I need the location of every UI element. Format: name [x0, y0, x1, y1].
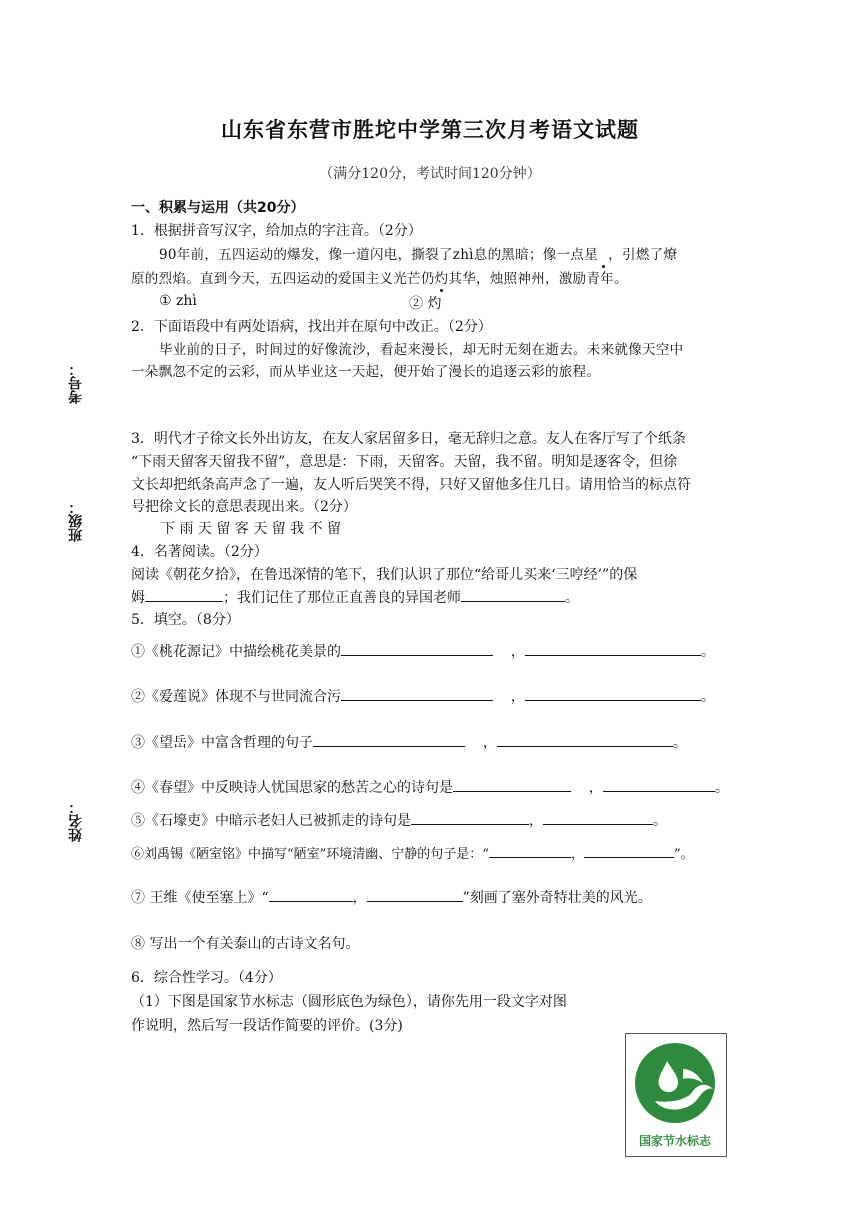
q5-item-7: ⑦ 王维《使至塞上》“ ， ”刻画了塞外奇特壮美的风光。 — [131, 887, 652, 907]
answer-blank[interactable] — [525, 686, 701, 701]
answer-blank[interactable] — [341, 686, 493, 701]
q4-text-line1: 阅读《朝花夕拾》，在鲁迅深情的笔下，我们认识了那位“给哥儿买来‘三哼经’”的保 — [131, 567, 638, 583]
page-title: 山东省东营市胜坨中学第三次月考语文试题 — [221, 118, 639, 142]
q3-text-line2: “下雨天留客天留我不留”，意思是：下雨，天留客。天留，我不留。明知是逐客令，但徐 — [131, 454, 678, 470]
q6-text-line2: 作说明，然后写一段话作简要的评价。(3分) — [131, 1018, 403, 1034]
side-label-name: 姓名： — [68, 800, 84, 842]
q3-text-line3: 文长却把纸条高声念了一遍，友人听后哭笑不得，只好又留他多住几日。请用恰当的标点符 — [131, 477, 691, 493]
q1-answer-2: ② 灼 — [409, 296, 442, 312]
answer-blank[interactable] — [453, 777, 571, 792]
q5-item-5: ⑤《石壕吏》中暗示老妇人已被抓走的诗句是 ， 。 — [131, 810, 667, 830]
q2-prompt: 2．下面语段中有两处语病，找出并在原句中改正。（2分） — [131, 319, 492, 335]
q5-item-2: ②《爱莲说》体现不与世同流合污 ， 。 — [131, 686, 715, 706]
q1-text-line2: 原的烈焰。直到今天，五四运动的爱国主义光芒仍灼其华，烛照神州，激励青年。 — [131, 271, 628, 287]
q5-prompt: 5．填空。（8分） — [131, 612, 240, 628]
answer-blank[interactable] — [269, 887, 353, 902]
q3-characters: 下 雨 天 留 客 天 留 我 不 留 — [161, 521, 342, 537]
answer-blank[interactable] — [497, 732, 673, 747]
answer-blank[interactable] — [584, 843, 674, 858]
water-saving-logo-icon — [633, 1039, 717, 1127]
dotted-char: 灼 — [434, 271, 449, 287]
q2-text-line2: 一朵飘忽不定的云彩，而从毕业这一天起，便开始了漫长的追逐云彩的旅程。 — [131, 364, 601, 380]
q5-item-1: ①《桃花源记》中描绘桃花美景的 ， 。 — [131, 641, 715, 661]
answer-blank[interactable] — [525, 641, 701, 656]
answer-blank[interactable] — [489, 843, 571, 858]
logo-caption: 国家节水标志 — [638, 1134, 711, 1148]
q5-item-6: ⑥刘禹锡《陋室铭》中描写“陋室”环境清幽、宁静的句子是：“ ， ”。 — [131, 843, 694, 862]
q5-item-3: ③《望岳》中富含哲理的句子 ， 。 — [131, 732, 687, 752]
answer-blank[interactable] — [411, 810, 529, 825]
q2-text-line1: 毕业前的日子，时间过的好像流沙，看起来漫长，却无时无刻在逝去。未来就像天空中 — [159, 342, 684, 358]
q5-item-4: ④《春望》中反映诗人忧国思家的愁苦之心的诗句是 ， 。 — [131, 777, 729, 797]
q4-prompt: 4．名著阅读。（2分） — [131, 544, 268, 560]
q1-text-line1: 90年前，五四运动的爆发，像一道闪电，撕裂了zhì息的黑暗；像一点星⠀，引燃了燎 — [159, 247, 678, 263]
answer-blank[interactable] — [603, 777, 715, 792]
answer-blank[interactable] — [341, 641, 493, 656]
q1-answer-1: ① zhì — [159, 293, 197, 309]
q3-text-line1: 3．明代才子徐文长外出访友，在友人家居留多日，毫无辞归之意。友人在客厅写了个纸条 — [131, 431, 686, 447]
q5-item-8: ⑧ 写出一个有关泰山的古诗文名句。 — [131, 936, 360, 952]
answer-blank[interactable] — [367, 887, 463, 902]
q4-text-line2: 姆 ；我们记住了那位正直善良的异国老师 。 — [131, 587, 579, 607]
section-heading: 一、积累与运用（共20分） — [131, 200, 305, 216]
q3-text-line4: 号把徐文长的意思表现出来。（2分） — [131, 499, 357, 515]
answer-blank[interactable] — [145, 587, 223, 602]
page-subtitle: （满分120分，考试时间120分钟） — [319, 166, 541, 182]
answer-blank[interactable] — [543, 810, 653, 825]
q1-prompt: 1．根据拼音写汉字，给加点的字注音。（2分） — [131, 223, 422, 239]
answer-blank[interactable] — [461, 587, 565, 602]
side-label-exam-number: 考号： — [68, 362, 84, 404]
side-label-class: 班级： — [68, 500, 84, 542]
answer-blank[interactable] — [313, 732, 465, 747]
q6-text-line1: （1）下图是国家节水标志（圆形底色为绿色），请你先用一段文字对图 — [131, 994, 567, 1010]
q6-prompt: 6．综合性学习。（4分） — [131, 970, 282, 986]
